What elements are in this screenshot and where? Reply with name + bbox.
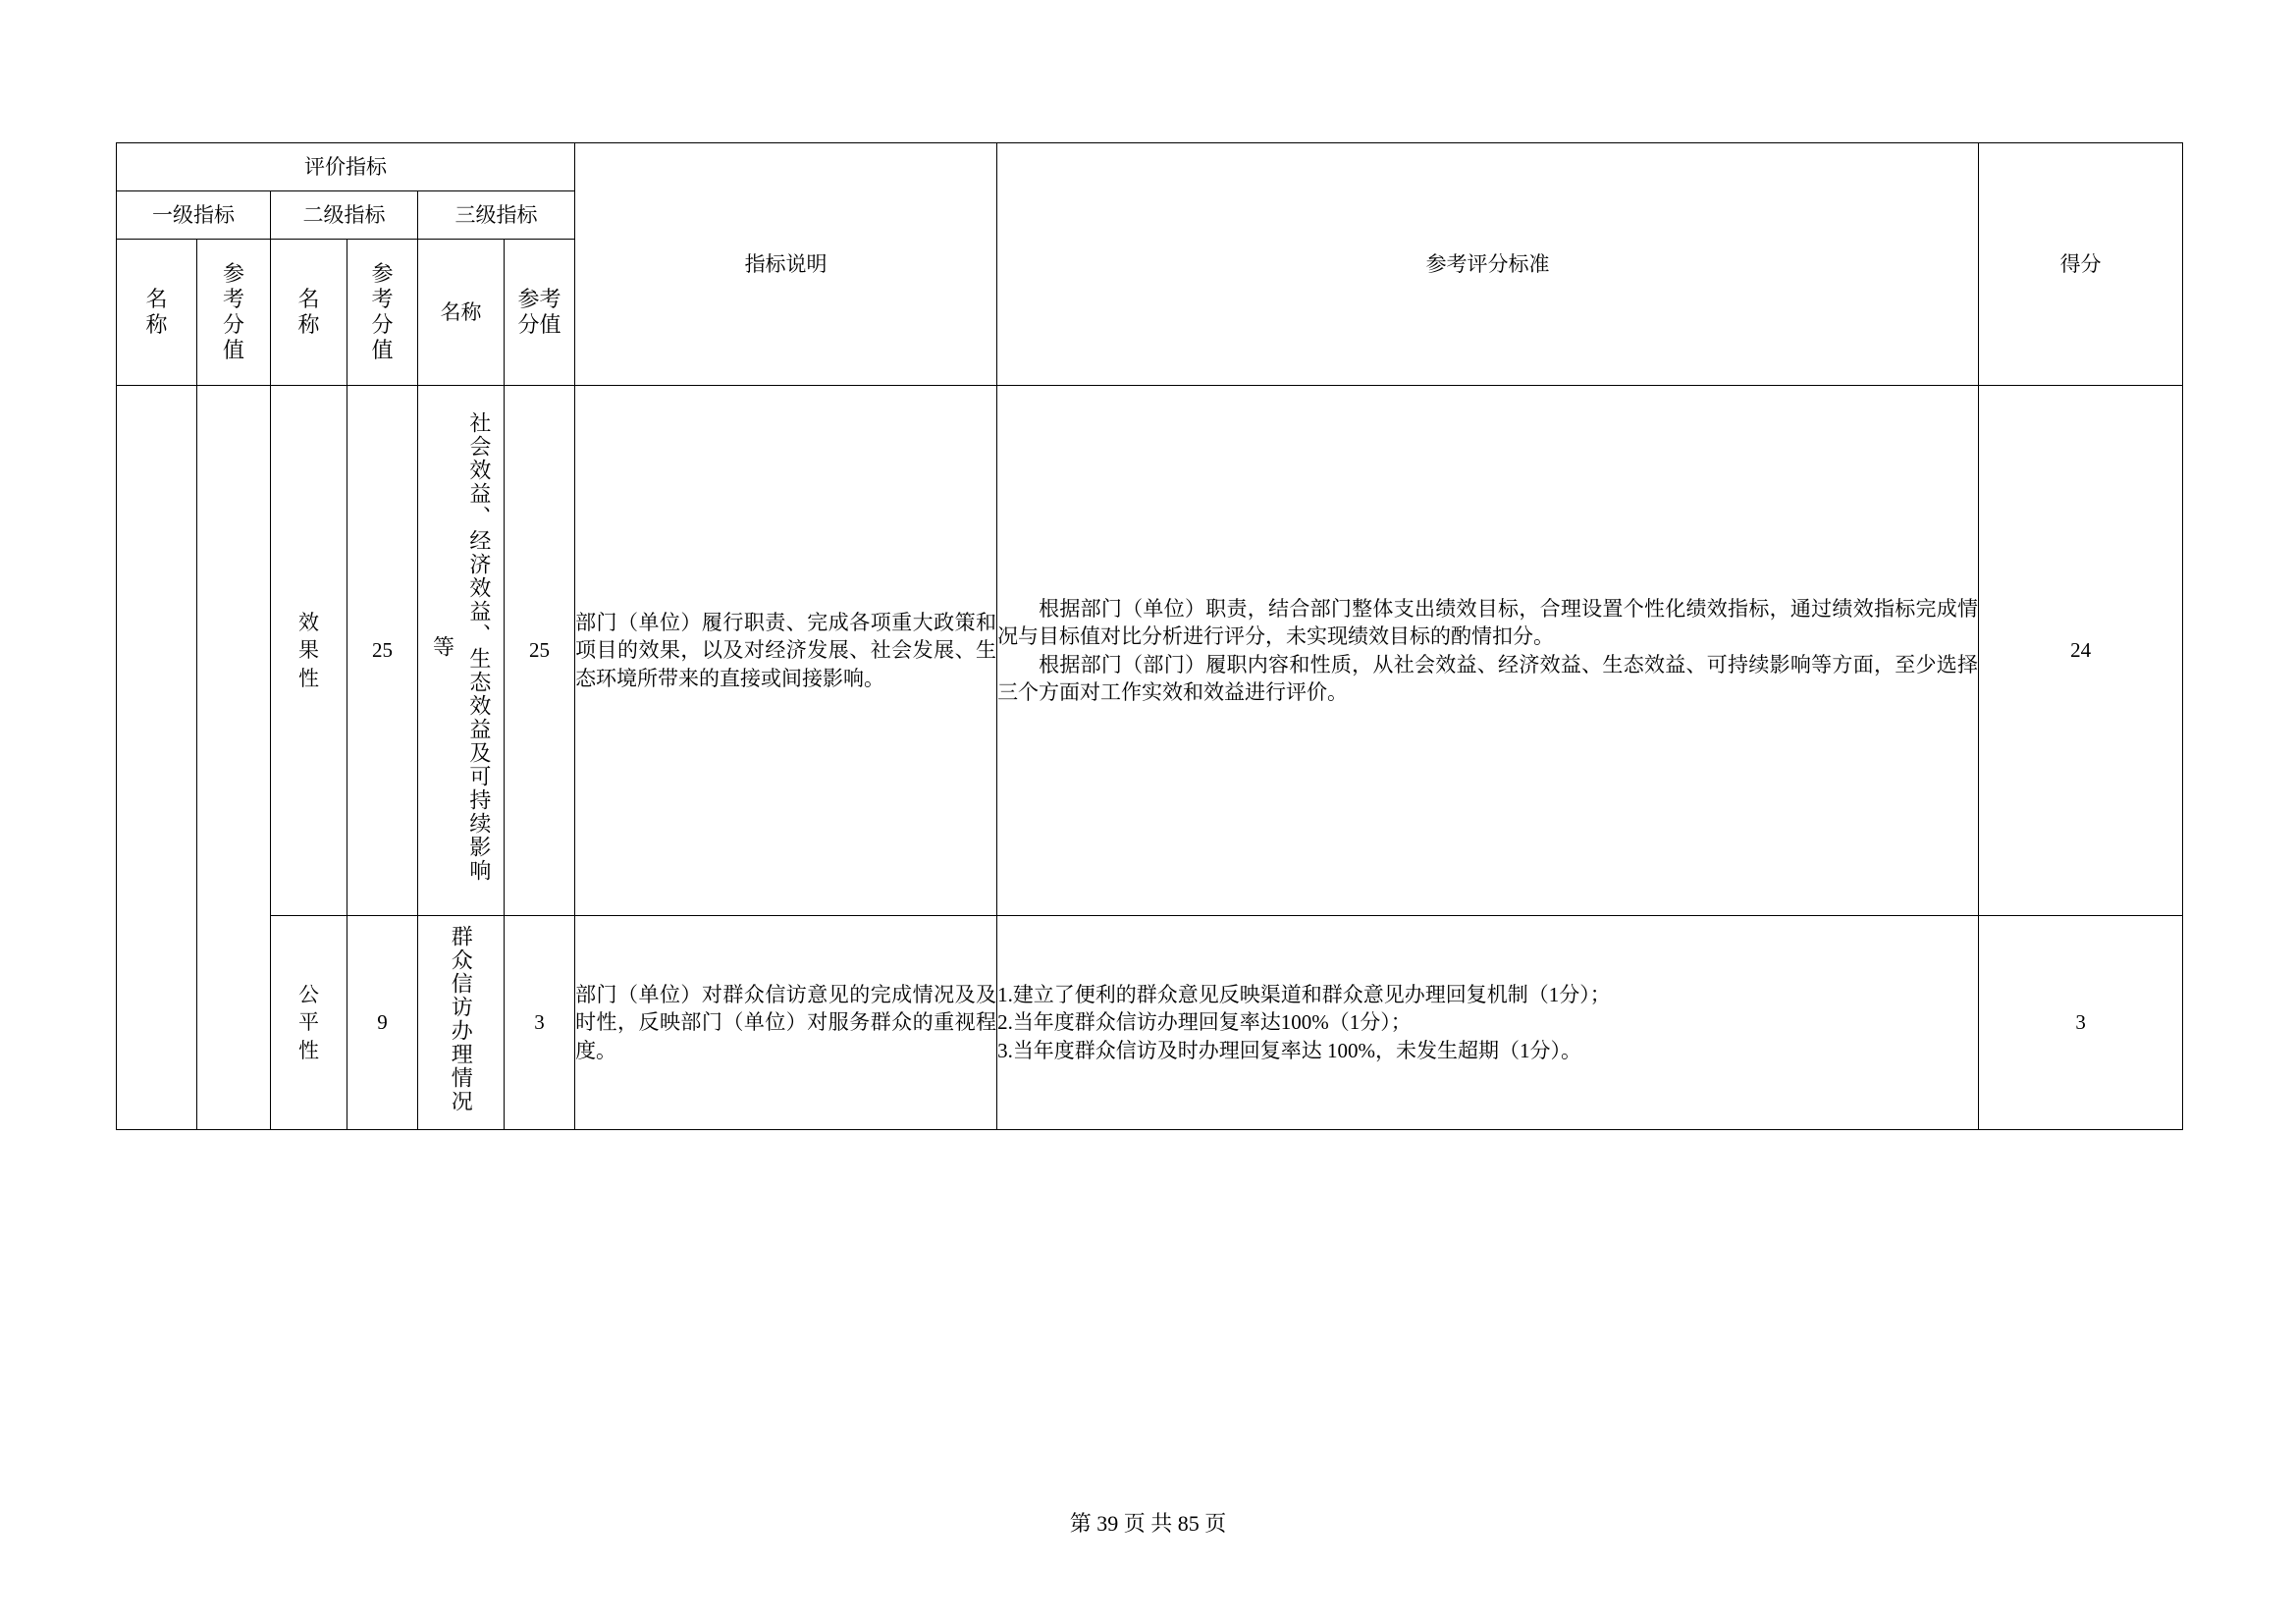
row2-standard-item-1: 1.建立了便利的群众意见反映渠道和群众意见办理回复机制（1分）；	[997, 982, 1611, 1006]
row1-indicator-desc: 部门（单位）履行职责、完成各项重大政策和项目的效果，以及对经济发展、社会发展、生态环境所带来的直接或间接影响。	[575, 386, 997, 916]
header-level3-score	[505, 240, 575, 386]
header-level1: 一级指标	[117, 191, 271, 240]
table-row	[117, 386, 2183, 916]
row2-level3-name	[418, 916, 505, 1130]
row1-level3-score: 25	[505, 386, 575, 916]
header-level1-name	[117, 240, 197, 386]
evaluation-table	[116, 142, 2183, 1130]
row1-level3-name	[418, 386, 505, 916]
header-level2-name	[271, 240, 347, 386]
row1-standard-paragraph-2: 根据部门（部门）履职内容和性质，从社会效益、经济效益、生态效益、可持续影响等方面，至少选择三个方面对工作实效和效益进行评价。	[997, 652, 1979, 704]
table-row	[117, 916, 2183, 1130]
row1-level3-name-text: 社会效益、经济效益、生态效益及可持续影响等	[430, 410, 492, 883]
row2-scoring-standard	[997, 916, 1979, 1130]
header-level2-score-text: 参 考 分 值	[371, 261, 394, 362]
header-indicator-desc: 指标说明	[575, 143, 997, 386]
evaluation-table-wrapper	[116, 142, 2182, 1130]
row-level1-name-blank	[117, 386, 197, 1130]
row2-standard-item-3: 3.当年度群众信访及时办理回复率达 100%，未发生超期（1分）。	[997, 1038, 1582, 1062]
row1-level2-name: 效 果 性	[271, 386, 347, 916]
header-level1-score-text: 参 考 分 值	[222, 261, 244, 362]
row1-score: 24	[1979, 386, 2183, 916]
row2-score: 3	[1979, 916, 2183, 1130]
row2-indicator-desc: 部门（单位）对群众信访意见的完成情况及及时性，反映部门（单位）对服务群众的重视程度。	[575, 916, 997, 1130]
row-level1-score-blank	[197, 386, 271, 1130]
row2-level3-score: 3	[505, 916, 575, 1130]
page-footer: 第 39 页 共 85 页	[1069, 1511, 1227, 1536]
header-group-title: 评价指标	[117, 143, 575, 191]
row2-level3-name-text: 群众信访办理情况	[449, 924, 474, 1113]
row1-standard-paragraph-1: 根据部门（单位）职责，结合部门整体支出绩效目标，合理设置个性化绩效指标，通过绩效指标完成情况与目标值对比分析进行评分，未实现绩效目标的酌情扣分。	[997, 596, 1979, 649]
header-level1-score	[197, 240, 271, 386]
table-header-row-1	[117, 143, 2183, 191]
header-score: 得分	[1979, 143, 2183, 386]
header-level2: 二级指标	[271, 191, 418, 240]
header-scoring-standard: 参考评分标准	[997, 143, 1979, 386]
header-level2-name-text: 名 称	[297, 287, 320, 337]
row2-standard-item-2: 2.当年度群众信访办理回复率达100%（1分）；	[997, 1010, 1412, 1035]
header-level3-score-text: 参考 分值	[517, 287, 561, 337]
row1-scoring-standard	[997, 386, 1979, 916]
header-level3: 三级指标	[418, 191, 575, 240]
row2-level2-score: 9	[347, 916, 418, 1130]
row2-level2-name: 公 平 性	[271, 916, 347, 1130]
row1-level2-score: 25	[347, 386, 418, 916]
header-level1-name-text: 名 称	[145, 287, 168, 337]
header-level3-name: 名称	[418, 240, 505, 386]
header-level2-score	[347, 240, 418, 386]
